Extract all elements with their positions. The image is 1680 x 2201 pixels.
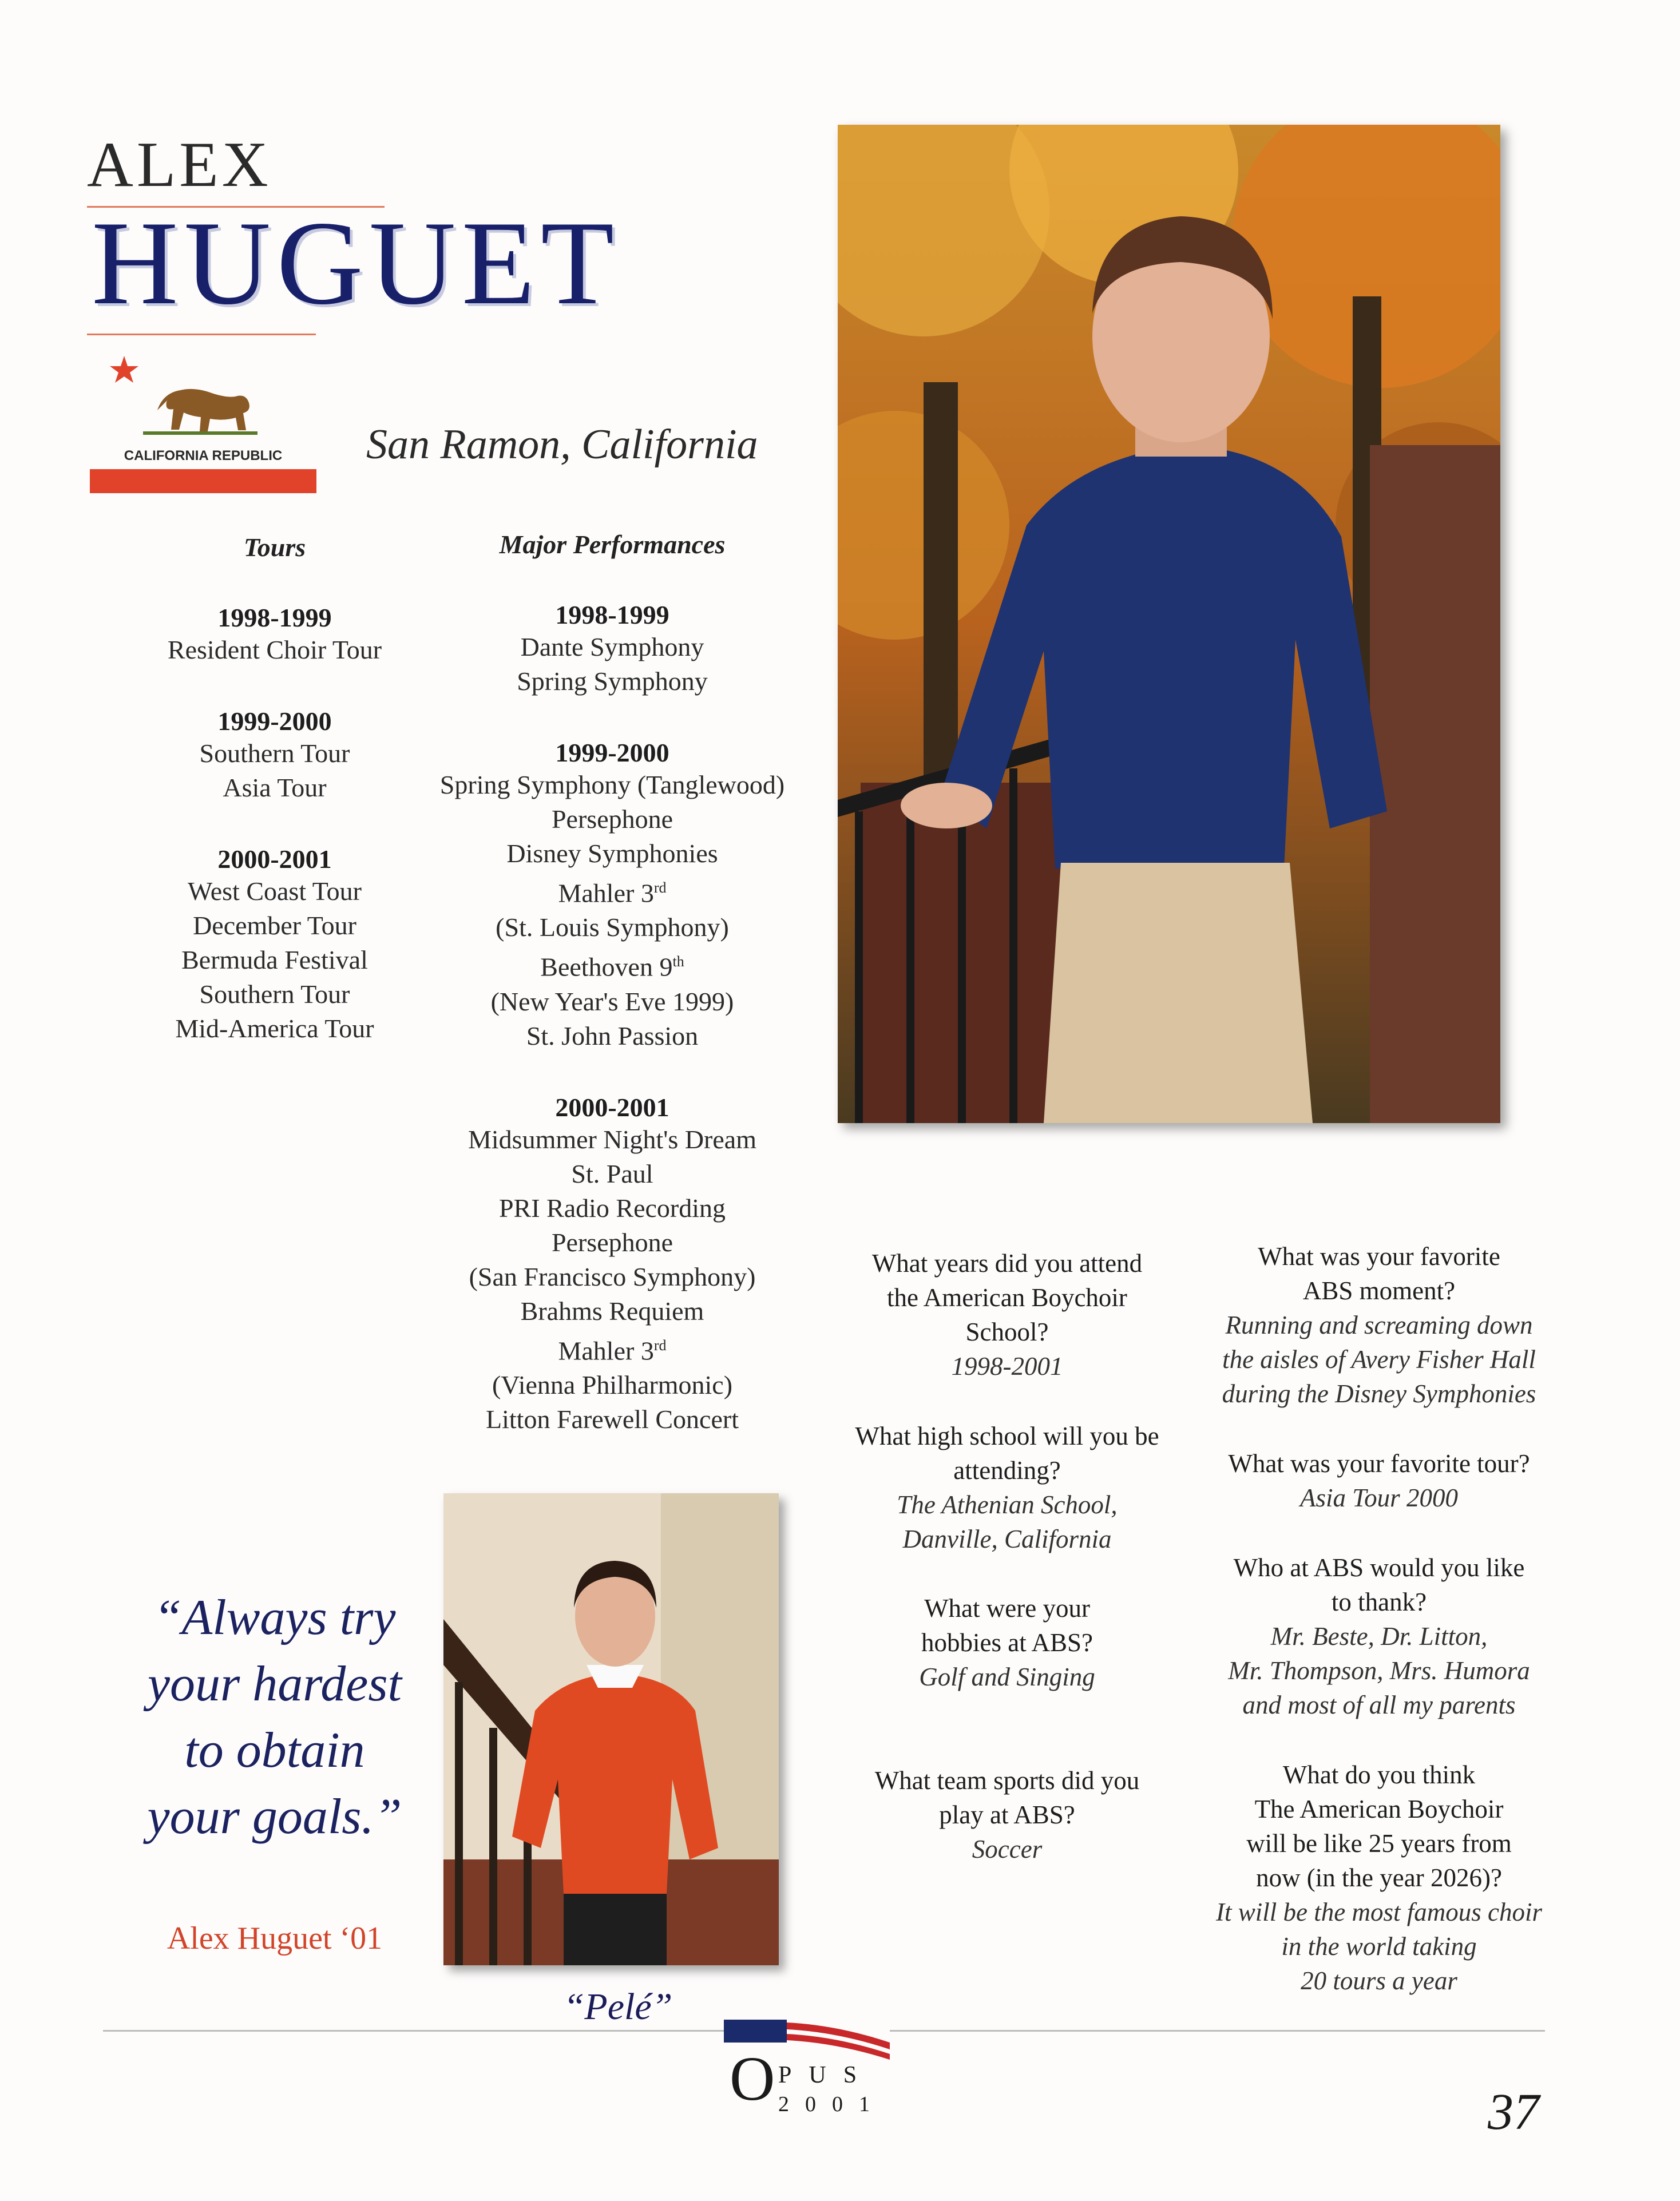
qa-item (824, 1763, 1190, 1866)
question: now (in the year 2026)? (1256, 1863, 1502, 1892)
question: What team sports did you (874, 1766, 1140, 1795)
question: What was your favorite tour? (1228, 1449, 1530, 1478)
answer: Asia Tour 2000 (1300, 1484, 1458, 1512)
question: will be like 25 years from (1246, 1829, 1512, 1858)
opus-logo (724, 2020, 890, 2123)
tour-item: Bermuda Festival (181, 945, 368, 974)
answer: Mr. Beste, Dr. Litton, (1270, 1622, 1488, 1651)
answer: and most of all my parents (1242, 1691, 1516, 1719)
performance-item: Persephone (551, 804, 673, 834)
quote-line: your goals.” (147, 1789, 402, 1845)
answer: during the Disney Symphonies (1222, 1379, 1536, 1408)
performance-item: Litton Farewell Concert (486, 1404, 739, 1434)
tours-year: 1998-1999 (217, 603, 332, 632)
tours-year: 1999-2000 (217, 707, 332, 736)
photo-caption: “Pelé” (563, 1986, 673, 2028)
tour-item: Mid-America Tour (175, 1014, 374, 1043)
tours-heading: Tours (243, 533, 306, 562)
question: What was your favorite (1258, 1242, 1500, 1271)
page-number: 37 (1488, 2084, 1539, 2140)
question: attending? (953, 1456, 1061, 1485)
bear-icon (143, 389, 257, 435)
answer: Mr. Thompson, Mrs. Humora (1228, 1656, 1530, 1685)
performance-item (423, 871, 801, 910)
performance-item: Spring Symphony (Tanglewood) (439, 770, 785, 799)
logo-word-rest: PUS (778, 2062, 874, 2088)
performance-item: Spring Symphony (517, 667, 708, 696)
answer: It will be the most famous choir (1216, 1898, 1542, 1926)
pull-quote (114, 1585, 435, 1850)
performance-item: Midsummer Night's Dream (467, 1124, 756, 1154)
question: Who at ABS would you like (1233, 1553, 1525, 1582)
answer: Danville, California (902, 1525, 1112, 1553)
quote-line: your hardest (147, 1656, 402, 1712)
performance-item: Dante Symphony (520, 632, 704, 661)
flag-label: CALIFORNIA REPUBLIC (124, 448, 283, 463)
header-rule-bottom (87, 334, 316, 335)
performances-heading: Major Performances (499, 530, 726, 559)
performance-item: (Vienna Philharmonic) (492, 1370, 733, 1399)
qa-item (1196, 1550, 1562, 1722)
california-flag (89, 350, 318, 493)
tours-column (114, 532, 435, 1046)
tour-item: Resident Choir Tour (167, 635, 382, 664)
answer: the aisles of Avery Fisher Hall (1222, 1345, 1536, 1374)
logo-initial: O (730, 2044, 775, 2113)
question: School? (965, 1318, 1049, 1346)
portrait-photo (838, 125, 1500, 1123)
hometown: San Ramon, California (366, 421, 758, 468)
question: the American Boychoir (887, 1283, 1127, 1312)
qa-item (824, 1419, 1190, 1556)
last-name: HUGUET (92, 197, 620, 330)
ordinal-suffix: rd (653, 1337, 667, 1354)
qa-item (1196, 1239, 1562, 1411)
performance-item: Brahms Requiem (520, 1296, 704, 1326)
logo-year: 2001 (778, 2092, 886, 2116)
performance-year: 1998-1999 (555, 600, 669, 629)
performance-item (423, 1328, 801, 1368)
question: play at ABS? (939, 1801, 1075, 1829)
tour-item: Southern Tour (199, 979, 350, 1009)
performance-item: Disney Symphonies (506, 839, 718, 868)
tour-item: Southern Tour (199, 739, 350, 768)
star-icon (110, 356, 138, 383)
qa-item (824, 1591, 1190, 1694)
performance-item: (New Year's Eve 1999) (490, 986, 734, 1016)
childhood-photo (443, 1493, 779, 1965)
answer: The Athenian School, (897, 1490, 1118, 1519)
qa-item (1196, 1758, 1562, 1998)
question: What years did you attend (871, 1249, 1143, 1278)
quote-line: “Always try (153, 1590, 396, 1645)
tour-item: Asia Tour (223, 773, 327, 802)
quote-author: Alex Huguet ‘01 (167, 1921, 383, 1956)
tour-item: December Tour (193, 911, 356, 940)
performance-item: Persephone (551, 1227, 673, 1257)
answer: Running and screaming down (1225, 1311, 1533, 1339)
flag-red-stripe (90, 469, 316, 493)
question: hobbies at ABS? (921, 1628, 1093, 1657)
performance-item: PRI Radio Recording (498, 1193, 726, 1223)
answer: Golf and Singing (919, 1663, 1095, 1691)
answer: Soccer (972, 1835, 1043, 1863)
mahler-text: Mahler 3 (558, 878, 654, 908)
mahler-text: Mahler 3 (558, 1335, 654, 1365)
performance-item: (St. Louis Symphony) (496, 913, 729, 942)
performance-item (423, 945, 801, 984)
question: to thank? (1331, 1588, 1427, 1616)
ordinal-suffix: th (672, 953, 684, 970)
performance-item: St. Paul (571, 1159, 653, 1188)
question: What high school will you be (855, 1422, 1159, 1450)
ordinal-suffix: rd (653, 879, 667, 896)
answer: in the world taking (1281, 1932, 1477, 1961)
question: ABS moment? (1302, 1276, 1456, 1305)
question: What do you think (1282, 1760, 1476, 1789)
first-name: ALEX (87, 129, 272, 200)
qa-item (1196, 1446, 1562, 1515)
tours-year: 2000-2001 (217, 844, 332, 874)
performance-item: St. John Passion (526, 1021, 699, 1050)
tour-item: West Coast Tour (188, 877, 362, 906)
question: What were your (924, 1594, 1090, 1623)
performances-column (423, 529, 801, 1437)
answer: 1998-2001 (951, 1352, 1063, 1381)
qa-item (824, 1246, 1190, 1383)
question: The American Boychoir (1254, 1795, 1504, 1823)
answer: 20 tours a year (1301, 1966, 1457, 1995)
quote-line: to obtain (184, 1723, 365, 1778)
performance-year: 1999-2000 (555, 738, 669, 767)
performance-item: (San Francisco Symphony) (469, 1262, 756, 1291)
performance-year: 2000-2001 (555, 1092, 669, 1122)
beethoven-text: Beethoven 9 (540, 952, 673, 982)
